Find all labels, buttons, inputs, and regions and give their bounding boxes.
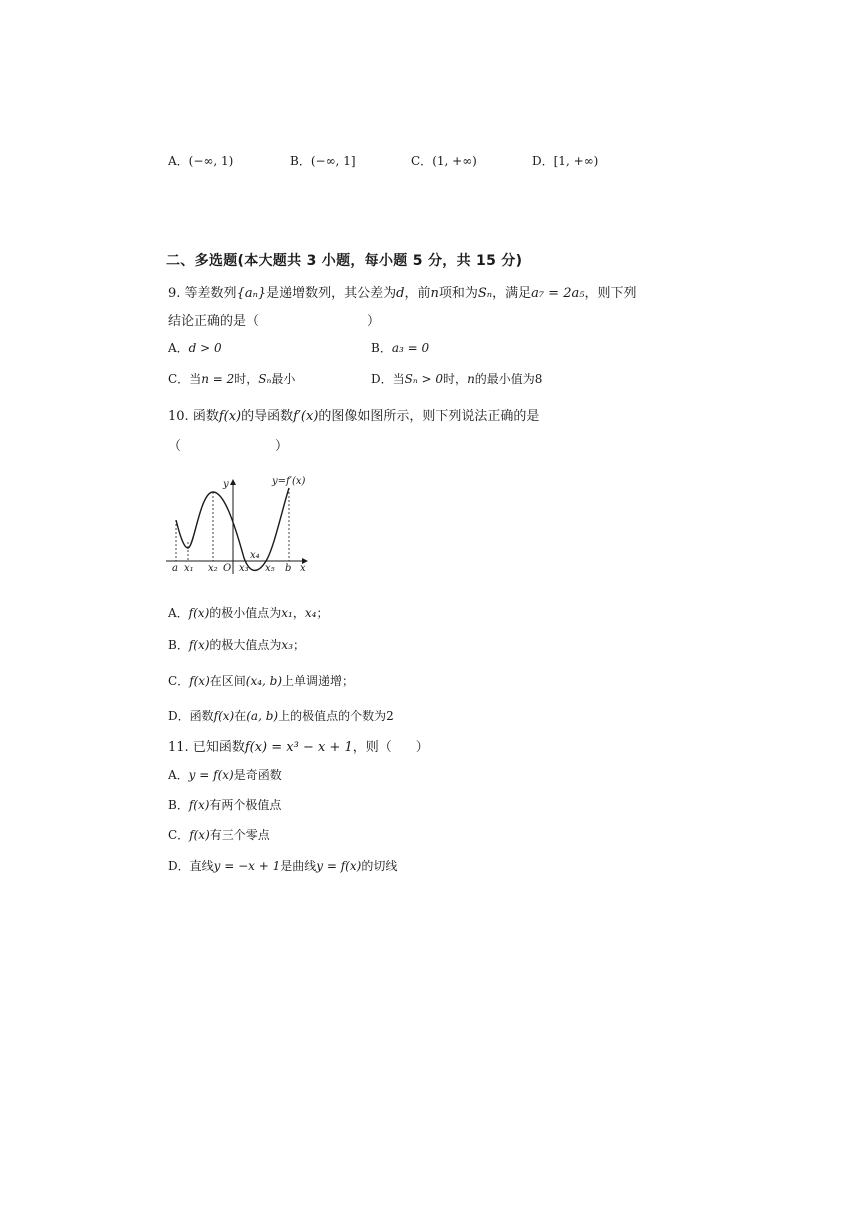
q8-option-b-text: (−∞, 1]: [310, 154, 356, 168]
q9-stem-a: 等差数列: [184, 286, 237, 301]
q10-option-c-fx: f(x): [189, 674, 210, 688]
q10-option-b-letter: B．: [168, 638, 189, 652]
q11-option-d-curve: y = f(x): [316, 859, 362, 873]
q11-option-b-math: f(x): [188, 798, 210, 812]
q10-option-b-end: ；: [293, 638, 306, 652]
q10-option-a-x4: x₄: [304, 606, 317, 620]
q10-option-b-fx: f(x): [188, 638, 210, 652]
q9-option-c-sn: Sₙ: [258, 372, 272, 386]
q9-stem: [168, 282, 636, 301]
q11-number: 11.: [168, 740, 189, 755]
q9-option-d-n: n: [467, 372, 475, 386]
q11-option-a-math: y = f(x): [188, 768, 234, 782]
q9-number: 9.: [168, 286, 181, 301]
q10-stem-c: 的图像如图所示，则下列说法正确的是: [318, 409, 540, 424]
q10-paren: [168, 435, 288, 454]
q11-option-a[interactable]: [168, 766, 282, 783]
q11-option-b[interactable]: [168, 796, 281, 813]
q9-option-a-text: d > 0: [188, 341, 222, 355]
q9-option-d-a: 当: [392, 372, 405, 386]
q10-option-a-x1: x₁: [281, 606, 293, 620]
q10-option-b[interactable]: [168, 636, 305, 653]
tick-x3: x₃: [239, 563, 249, 574]
q9-stem-b: 是递增数列，其公差为: [266, 286, 397, 301]
q10-stem-a: 函数: [192, 409, 219, 424]
q10-paren-close: ）: [275, 439, 289, 454]
q11-func: f(x) = x³ − x + 1: [244, 740, 353, 755]
q9-stem-e: ，满足: [492, 286, 532, 301]
q9-option-a[interactable]: [168, 339, 222, 356]
q11-option-d[interactable]: [168, 857, 397, 874]
q9-option-d-b: 时，: [443, 372, 468, 386]
q9-d: d: [396, 286, 405, 301]
q10-option-d-fx: f(x): [213, 709, 235, 723]
q11-stem-b: ，则（: [352, 740, 392, 755]
q9-option-c-math: n = 2: [201, 372, 235, 386]
q11-option-b-letter: B．: [168, 798, 189, 812]
q11-option-a-b: 是奇函数: [233, 768, 282, 782]
section-heading: 二、多选题(本大题共 3 小题，每小题 5 分，共 15 分): [166, 253, 523, 269]
y-axis-label: y: [223, 479, 229, 490]
q11-option-a-letter: A．: [168, 768, 189, 782]
q10-option-c-letter: C．: [168, 674, 190, 688]
q10-option-c-int: (x₄, b): [245, 674, 283, 688]
q10-option-a-fx: f(x): [188, 606, 210, 620]
q10-option-a-sep: ，: [292, 606, 305, 620]
q11-option-b-b: 有两个极值点: [209, 798, 282, 812]
q11-option-c-b: 有三个零点: [209, 828, 270, 842]
q10-stem: [168, 405, 539, 424]
q11-option-d-letter: D．: [168, 859, 190, 873]
q9-option-d-letter: D．: [371, 372, 393, 386]
q9-option-c-a: 当: [189, 372, 202, 386]
q9-cond: a₇ = 2a₅: [531, 286, 585, 301]
q10-option-d-c: 上的极值点的个数为2: [278, 709, 394, 723]
q8-option-b[interactable]: [290, 152, 356, 169]
q10-option-b-a: 的极大值点为: [209, 638, 282, 652]
tick-x2: x₂: [208, 563, 218, 574]
q10-option-a-letter: A．: [168, 606, 189, 620]
q9-option-d[interactable]: [371, 370, 542, 387]
q9-option-b-letter: B．: [371, 341, 392, 355]
q10-option-a-end: ；: [316, 606, 329, 620]
q8-option-d[interactable]: [532, 152, 598, 169]
q10-option-c-a: 在区间: [209, 674, 246, 688]
q9-close: ）: [367, 314, 381, 329]
q11-option-d-c: 的切线: [361, 859, 398, 873]
q9-stem-d: 项和为: [438, 286, 478, 301]
q10-option-d-int: (a, b): [246, 709, 279, 723]
x4-label: x₄: [250, 550, 260, 561]
q9-option-c[interactable]: [168, 370, 295, 387]
q11-option-c[interactable]: [168, 826, 270, 843]
q8-option-d-letter: D．: [532, 154, 554, 168]
q10-paren-open: （: [168, 439, 182, 454]
tick-a: a: [172, 563, 178, 574]
q8-option-a[interactable]: [168, 152, 233, 169]
q8-option-a-text: (−∞, 1): [188, 154, 234, 168]
q11-option-c-letter: C．: [168, 828, 190, 842]
q10-option-d-a: 函数: [189, 709, 214, 723]
q9-option-b-text: a₃ = 0: [391, 341, 430, 355]
q8-option-a-letter: A．: [168, 154, 189, 168]
q11-close: ）: [415, 740, 429, 755]
q8-option-b-letter: B．: [290, 154, 311, 168]
q9-stem-f: ，则下列: [584, 286, 637, 301]
q10-number: 10.: [168, 409, 189, 424]
q10-option-d-b: 在: [234, 709, 247, 723]
q11-stem: [168, 736, 429, 755]
tick-x1: x₁: [184, 563, 194, 574]
q10-option-c[interactable]: [168, 672, 354, 689]
q9-option-d-c: 的最小值为8: [474, 372, 543, 386]
q10-stem-b: 的导函数: [241, 409, 294, 424]
q9-option-d-math: Sₙ > 0: [404, 372, 444, 386]
q11-option-c-math: f(x): [189, 828, 210, 842]
q11-option-d-a: 直线: [189, 859, 214, 873]
q9-option-c-c: 最小: [271, 372, 296, 386]
q10-option-c-b: 上单调递增；: [282, 674, 355, 688]
q9-stem-line2: [168, 310, 380, 329]
q9-stem-c: ，前: [404, 286, 431, 301]
q9-line2: 结论正确的是（: [168, 314, 260, 329]
derivative-graph: [164, 470, 314, 580]
curve-label: y=f′(x): [272, 476, 306, 487]
q10-option-d-letter: D．: [168, 709, 190, 723]
x-axis-label: x: [300, 563, 306, 574]
q10-fpx: f′(x): [293, 409, 319, 424]
tick-x5: x₅: [265, 563, 275, 574]
tick-origin: O: [223, 563, 232, 574]
q9-seq: {aₙ}: [236, 286, 267, 301]
tick-b: b: [285, 563, 292, 574]
q11-option-d-line: y = −x + 1: [213, 859, 281, 873]
q8-option-c-letter: C．: [411, 154, 433, 168]
q9-option-c-b: 时，: [234, 372, 259, 386]
q8-option-c-text: (1, +∞): [432, 154, 477, 168]
q9-n: n: [430, 286, 439, 301]
q11-stem-a: 已知函数: [192, 740, 245, 755]
q10-option-d[interactable]: [168, 707, 394, 724]
q9-option-c-letter: C．: [168, 372, 190, 386]
q8-option-d-text: [1, +∞): [553, 154, 599, 168]
q10-option-a[interactable]: [168, 604, 328, 621]
q9-option-b[interactable]: [371, 339, 429, 356]
q10-fx: f(x): [218, 409, 242, 424]
q8-option-c[interactable]: [411, 152, 477, 169]
q9-option-a-letter: A．: [168, 341, 189, 355]
q11-option-d-b: 是曲线: [280, 859, 317, 873]
q10-option-b-x3: x₃: [281, 638, 293, 652]
q9-sn: Sₙ: [477, 286, 493, 301]
q10-option-a-a: 的极小值点为: [209, 606, 282, 620]
